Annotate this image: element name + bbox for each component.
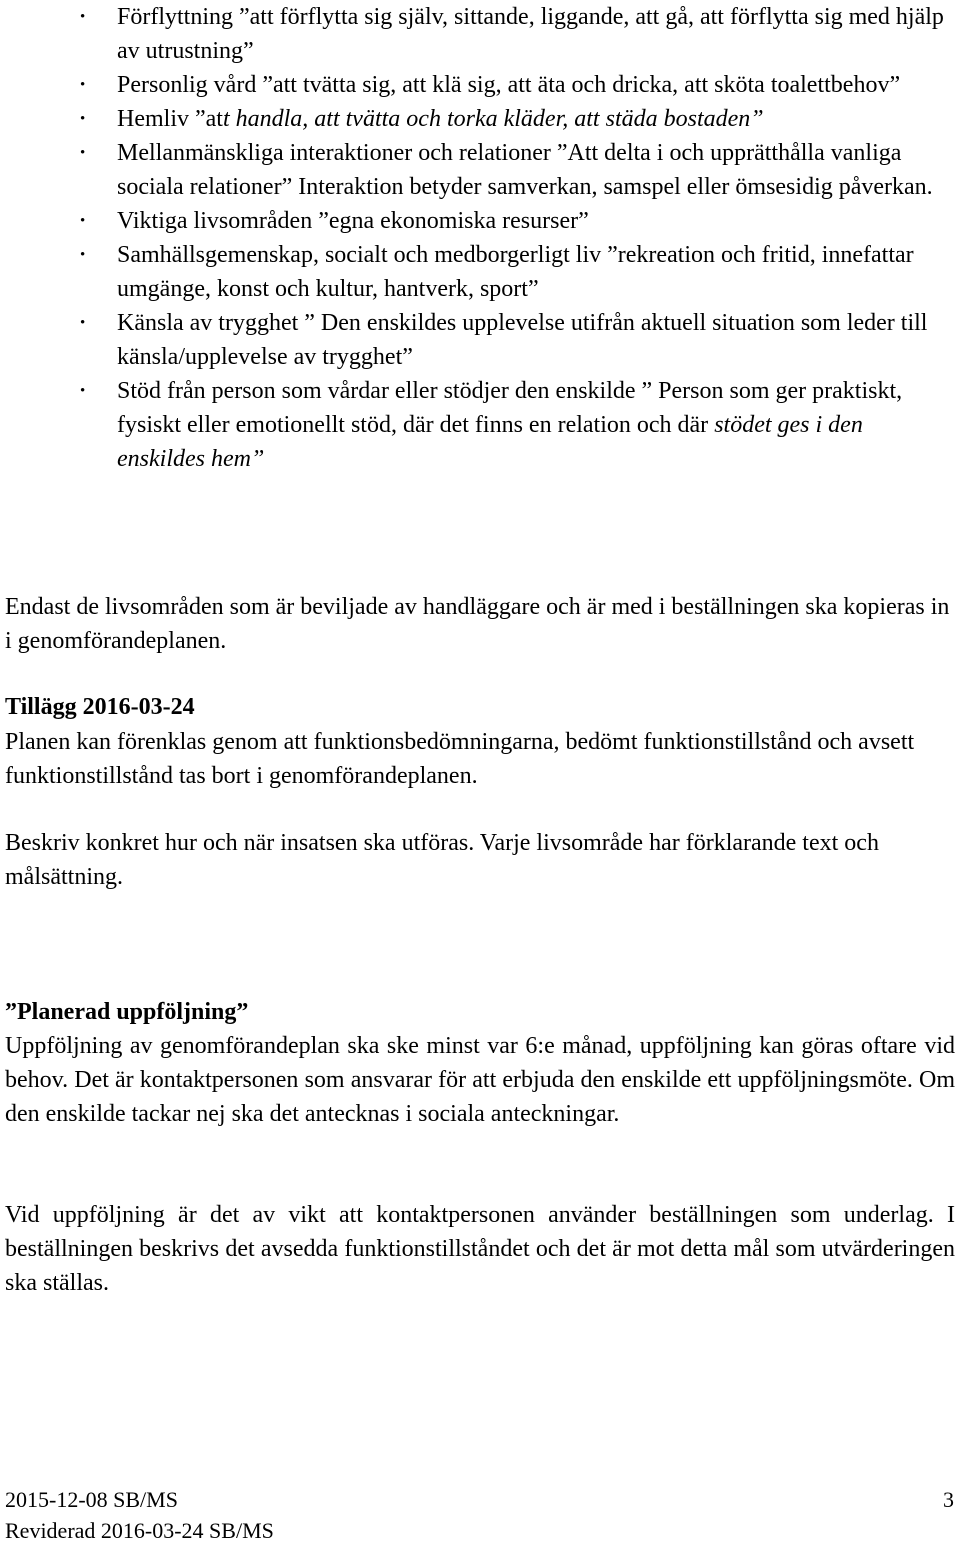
list-item-text: Samhällsgemenskap, socialt och medborgerligt liv ”rekreation och fritid, innefattar umgänge, konst och kultur, hantverk, sport” — [117, 242, 914, 302]
life-areas-list — [0, 0, 950, 476]
list-item-italic-text: t handla, att tvätta och torka kläder, att städa bostaden” — [222, 106, 764, 132]
bullet-icon: • — [80, 247, 86, 263]
list-item-text: Stöd från person som vårdar eller stödjer den enskilde ” Person som ger praktiskt, fysiskt eller emotionellt stöd, där det finns en relation och där — [117, 378, 903, 438]
list-item-italic-text: stödet ges i den enskildes hem” — [117, 412, 863, 472]
list-item-text: Mellanmänskliga interaktioner och relationer ”Att delta i och upprätthålla vanliga sociala relationer” Interaktion betyder samverkan, samspel eller ömsesidig påverkan. — [117, 140, 933, 200]
list-item — [0, 238, 950, 306]
list-item — [0, 306, 950, 374]
bullet-icon: • — [80, 315, 86, 331]
list-item-text: Personlig vård ”att tvätta sig, att klä sig, att äta och dricka, att sköta toalettbehov” — [117, 72, 901, 98]
list-item-text: Känsla av trygghet ” Den enskildes upplevelse utifrån aktuell situation som leder till känsla/upplevelse av trygghet” — [117, 310, 928, 370]
list-item — [0, 0, 950, 68]
bullet-icon: • — [80, 9, 86, 25]
bullet-icon: • — [80, 383, 86, 399]
bullet-icon: • — [80, 213, 86, 229]
list-item — [0, 136, 950, 204]
list-item — [0, 102, 950, 136]
page-number: 3 — [943, 1487, 954, 1512]
vid-uppfoljning-paragraph: Vid uppföljning är det av vikt att kontaktpersonen använder beställningen som underlag. I beställningen beskrivs det avsedda funktionstillståndet och det är mot detta mål som utvärderingen ska ställas. — [5, 1202, 955, 1296]
bullet-icon: • — [80, 111, 86, 127]
footer-revised-line: Reviderad 2016-03-24 SB/MS — [5, 1518, 274, 1543]
planerad-heading: ”Planerad uppföljning” — [5, 999, 249, 1025]
list-item — [0, 204, 950, 238]
bullet-icon: • — [80, 145, 86, 161]
list-item-text: Förflyttning ”att förflytta sig själv, sittande, liggande, att gå, att förflytta sig med hjälp av utrustning” — [117, 4, 944, 64]
beskriv-paragraph: Beskriv konkret hur och när insatsen ska utföras. Varje livsområde har förklarande text och målsättning. — [5, 830, 879, 890]
list-item — [0, 374, 950, 476]
endast-paragraph: Endast de livsområden som är beviljade av handläggare och är med i beställningen ska kopieras in i genomförandeplanen. — [5, 594, 950, 654]
tillagg-heading: Tillägg 2016-03-24 — [5, 694, 195, 720]
list-item-text: Hemliv ”at — [117, 106, 223, 132]
tillagg-paragraph: Planen kan förenklas genom att funktionsbedömningarna, bedömt funktionstillstånd och avsett funktionstillstånd tas bort i genomförandeplanen. — [5, 729, 915, 789]
bullet-icon: • — [80, 77, 86, 93]
list-item — [0, 68, 950, 102]
list-item-text: Viktiga livsområden ”egna ekonomiska resurser” — [117, 208, 589, 234]
planerad-paragraph: Uppföljning av genomförandeplan ska ske minst var 6:e månad, uppföljning kan göras oftare vid behov. Det är kontaktpersonen som ansvarar för att erbjuda den enskilde ett uppföljningsmöte. Om den enskilde tackar nej ska det antecknas i sociala anteckningar. — [5, 1033, 955, 1127]
footer-date-line: 2015-12-08 SB/MS — [5, 1487, 178, 1512]
